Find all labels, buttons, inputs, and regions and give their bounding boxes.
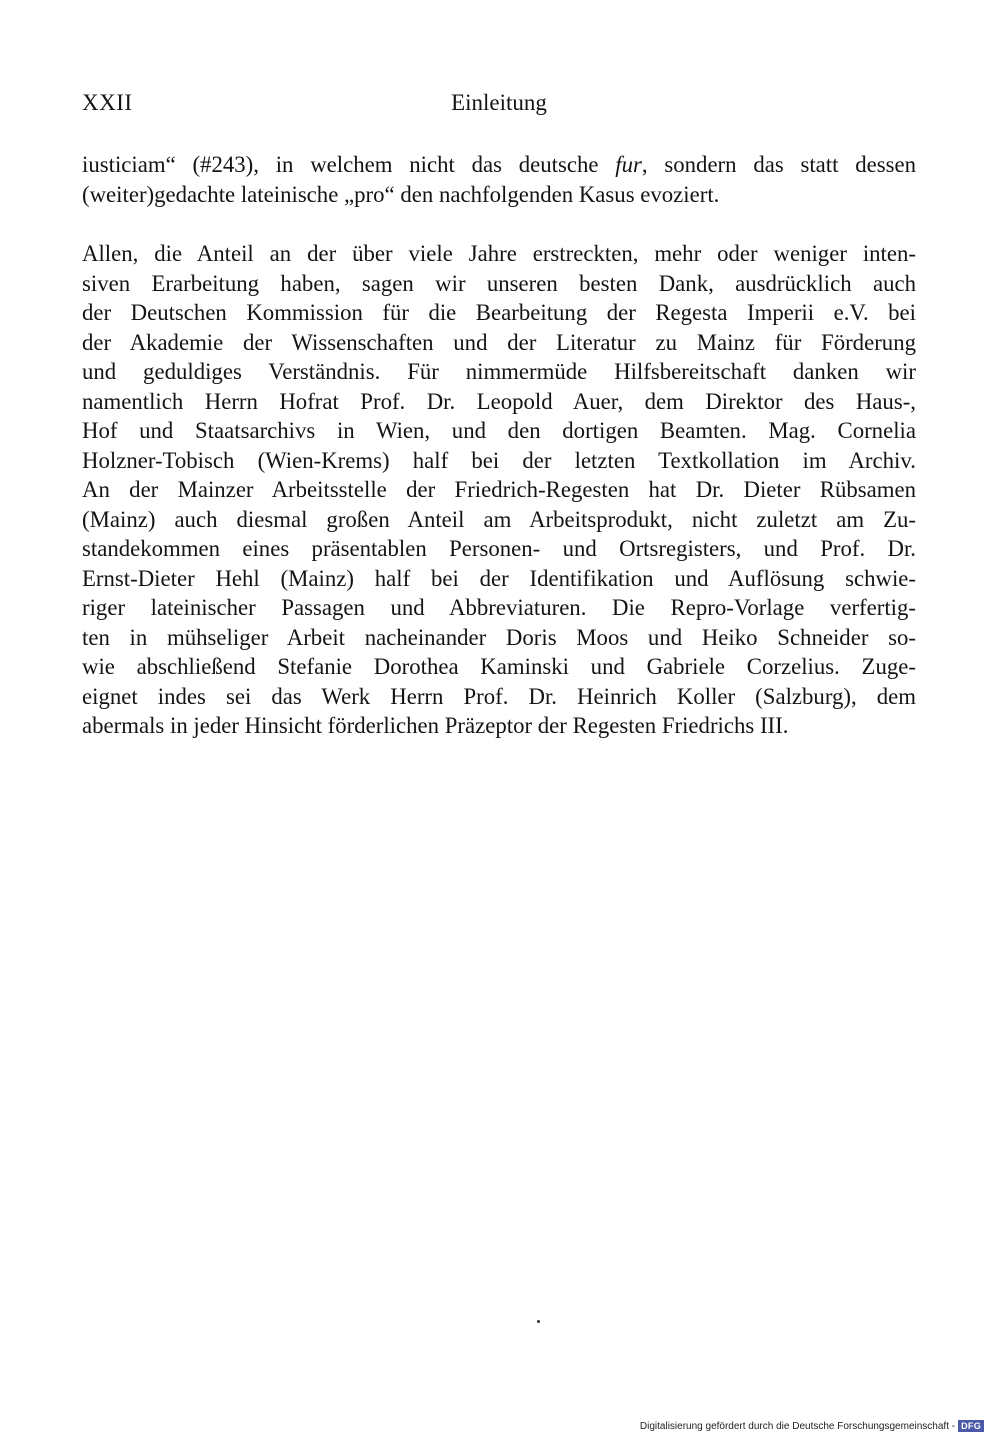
text-line bbox=[82, 387, 916, 417]
text-line bbox=[82, 505, 916, 535]
text-segment: Holzner-Tobisch (Wien-Krems) half bei der letzten Textkollation im Archiv. bbox=[82, 447, 916, 473]
text-line bbox=[82, 328, 916, 358]
text-segment: standekommen eines präsentablen Personen- und Ortsregisters, und Prof. Dr. bbox=[82, 536, 916, 561]
text-line bbox=[82, 711, 916, 741]
text-segment: (weiter)gedachte lateinische „pro“ den nachfolgenden Kasus evoziert. bbox=[82, 181, 720, 207]
text-line bbox=[82, 416, 916, 446]
text-line bbox=[82, 623, 916, 653]
text-segment: An der Mainzer Arbeitsstelle der Friedrich-Regesten hat Dr. Dieter Rübsamen bbox=[82, 477, 916, 502]
text-line bbox=[82, 150, 916, 180]
emphasized-word: fur bbox=[615, 152, 642, 177]
page-title: Einleitung bbox=[451, 90, 547, 115]
text-line bbox=[82, 593, 916, 623]
text-segment: und geduldiges Verständnis. Für nimmermüde Hilfsbereitschaft danken wir bbox=[82, 359, 916, 384]
text-segment: Ernst-Dieter Hehl (Mainz) half bei der Identifikation und Auflösung schwie- bbox=[82, 565, 916, 591]
text-line bbox=[82, 239, 916, 269]
text-segment: (Mainz) auch diesmal großen Anteil am Arbeitsprodukt, nicht zuletzt am Zu- bbox=[82, 506, 916, 532]
footer-note: Digitalisierung gefördert durch die Deutsche Forschungsgemeinschaft - bbox=[639, 1420, 956, 1432]
digitization-footer bbox=[640, 1419, 984, 1433]
text-line bbox=[82, 357, 916, 387]
text-line bbox=[82, 180, 916, 210]
text-line bbox=[82, 298, 916, 328]
text-line bbox=[82, 564, 916, 594]
text-segment: siven Erarbeitung haben, sagen wir unseren besten Dank, ausdrücklich auch bbox=[82, 270, 916, 296]
text-segment: der Deutschen Kommission für die Bearbeitung der Regesta Imperii e.V. bei bbox=[82, 300, 916, 325]
dfg-logo: DFG bbox=[958, 1420, 984, 1432]
text-segment: iusticiam“ (#243), in welchem nicht das deutsche bbox=[82, 152, 616, 177]
text-line bbox=[82, 682, 916, 712]
stray-mark bbox=[537, 1320, 540, 1323]
text-segment: eignet indes sei das Werk Herrn Prof. Dr. Heinrich Koller (Salzburg), dem bbox=[82, 683, 916, 709]
text-segment: der Akademie der Wissenschaften und der Literatur zu Mainz für Förderung bbox=[82, 329, 916, 355]
text-line bbox=[82, 534, 916, 564]
text-segment: Hof und Staatsarchivs in Wien, und den dortigen Beamten. Mag. Cornelia bbox=[82, 418, 916, 443]
text-segment: riger lateinischer Passagen und Abbreviaturen. Die Repro-Vorlage verfertig- bbox=[82, 595, 916, 620]
text-segment: abermals in jeder Hinsicht förderlichen Präzeptor der Regesten Friedrichs III. bbox=[82, 713, 789, 738]
text-line bbox=[82, 652, 916, 682]
text-segment: namentlich Herrn Hofrat Prof. Dr. Leopold Auer, dem Direktor des Haus-, bbox=[82, 388, 916, 414]
text-segment: , sondern das statt dessen bbox=[641, 152, 917, 177]
page-number: XXII bbox=[82, 90, 133, 115]
body-text bbox=[82, 150, 916, 741]
text-line bbox=[82, 475, 916, 505]
paragraph-gap bbox=[82, 209, 916, 239]
text-line bbox=[82, 446, 916, 476]
text-segment: ten in mühseliger Arbeit nacheinander Doris Moos und Heiko Schneider so- bbox=[82, 624, 916, 650]
running-head bbox=[82, 90, 916, 120]
text-segment: wie abschließend Stefanie Dorothea Kaminski und Gabriele Corzelius. Zuge- bbox=[82, 654, 916, 679]
text-segment: Allen, die Anteil an der über viele Jahre erstreckten, mehr oder weniger inten- bbox=[82, 241, 916, 266]
text-line bbox=[82, 269, 916, 299]
